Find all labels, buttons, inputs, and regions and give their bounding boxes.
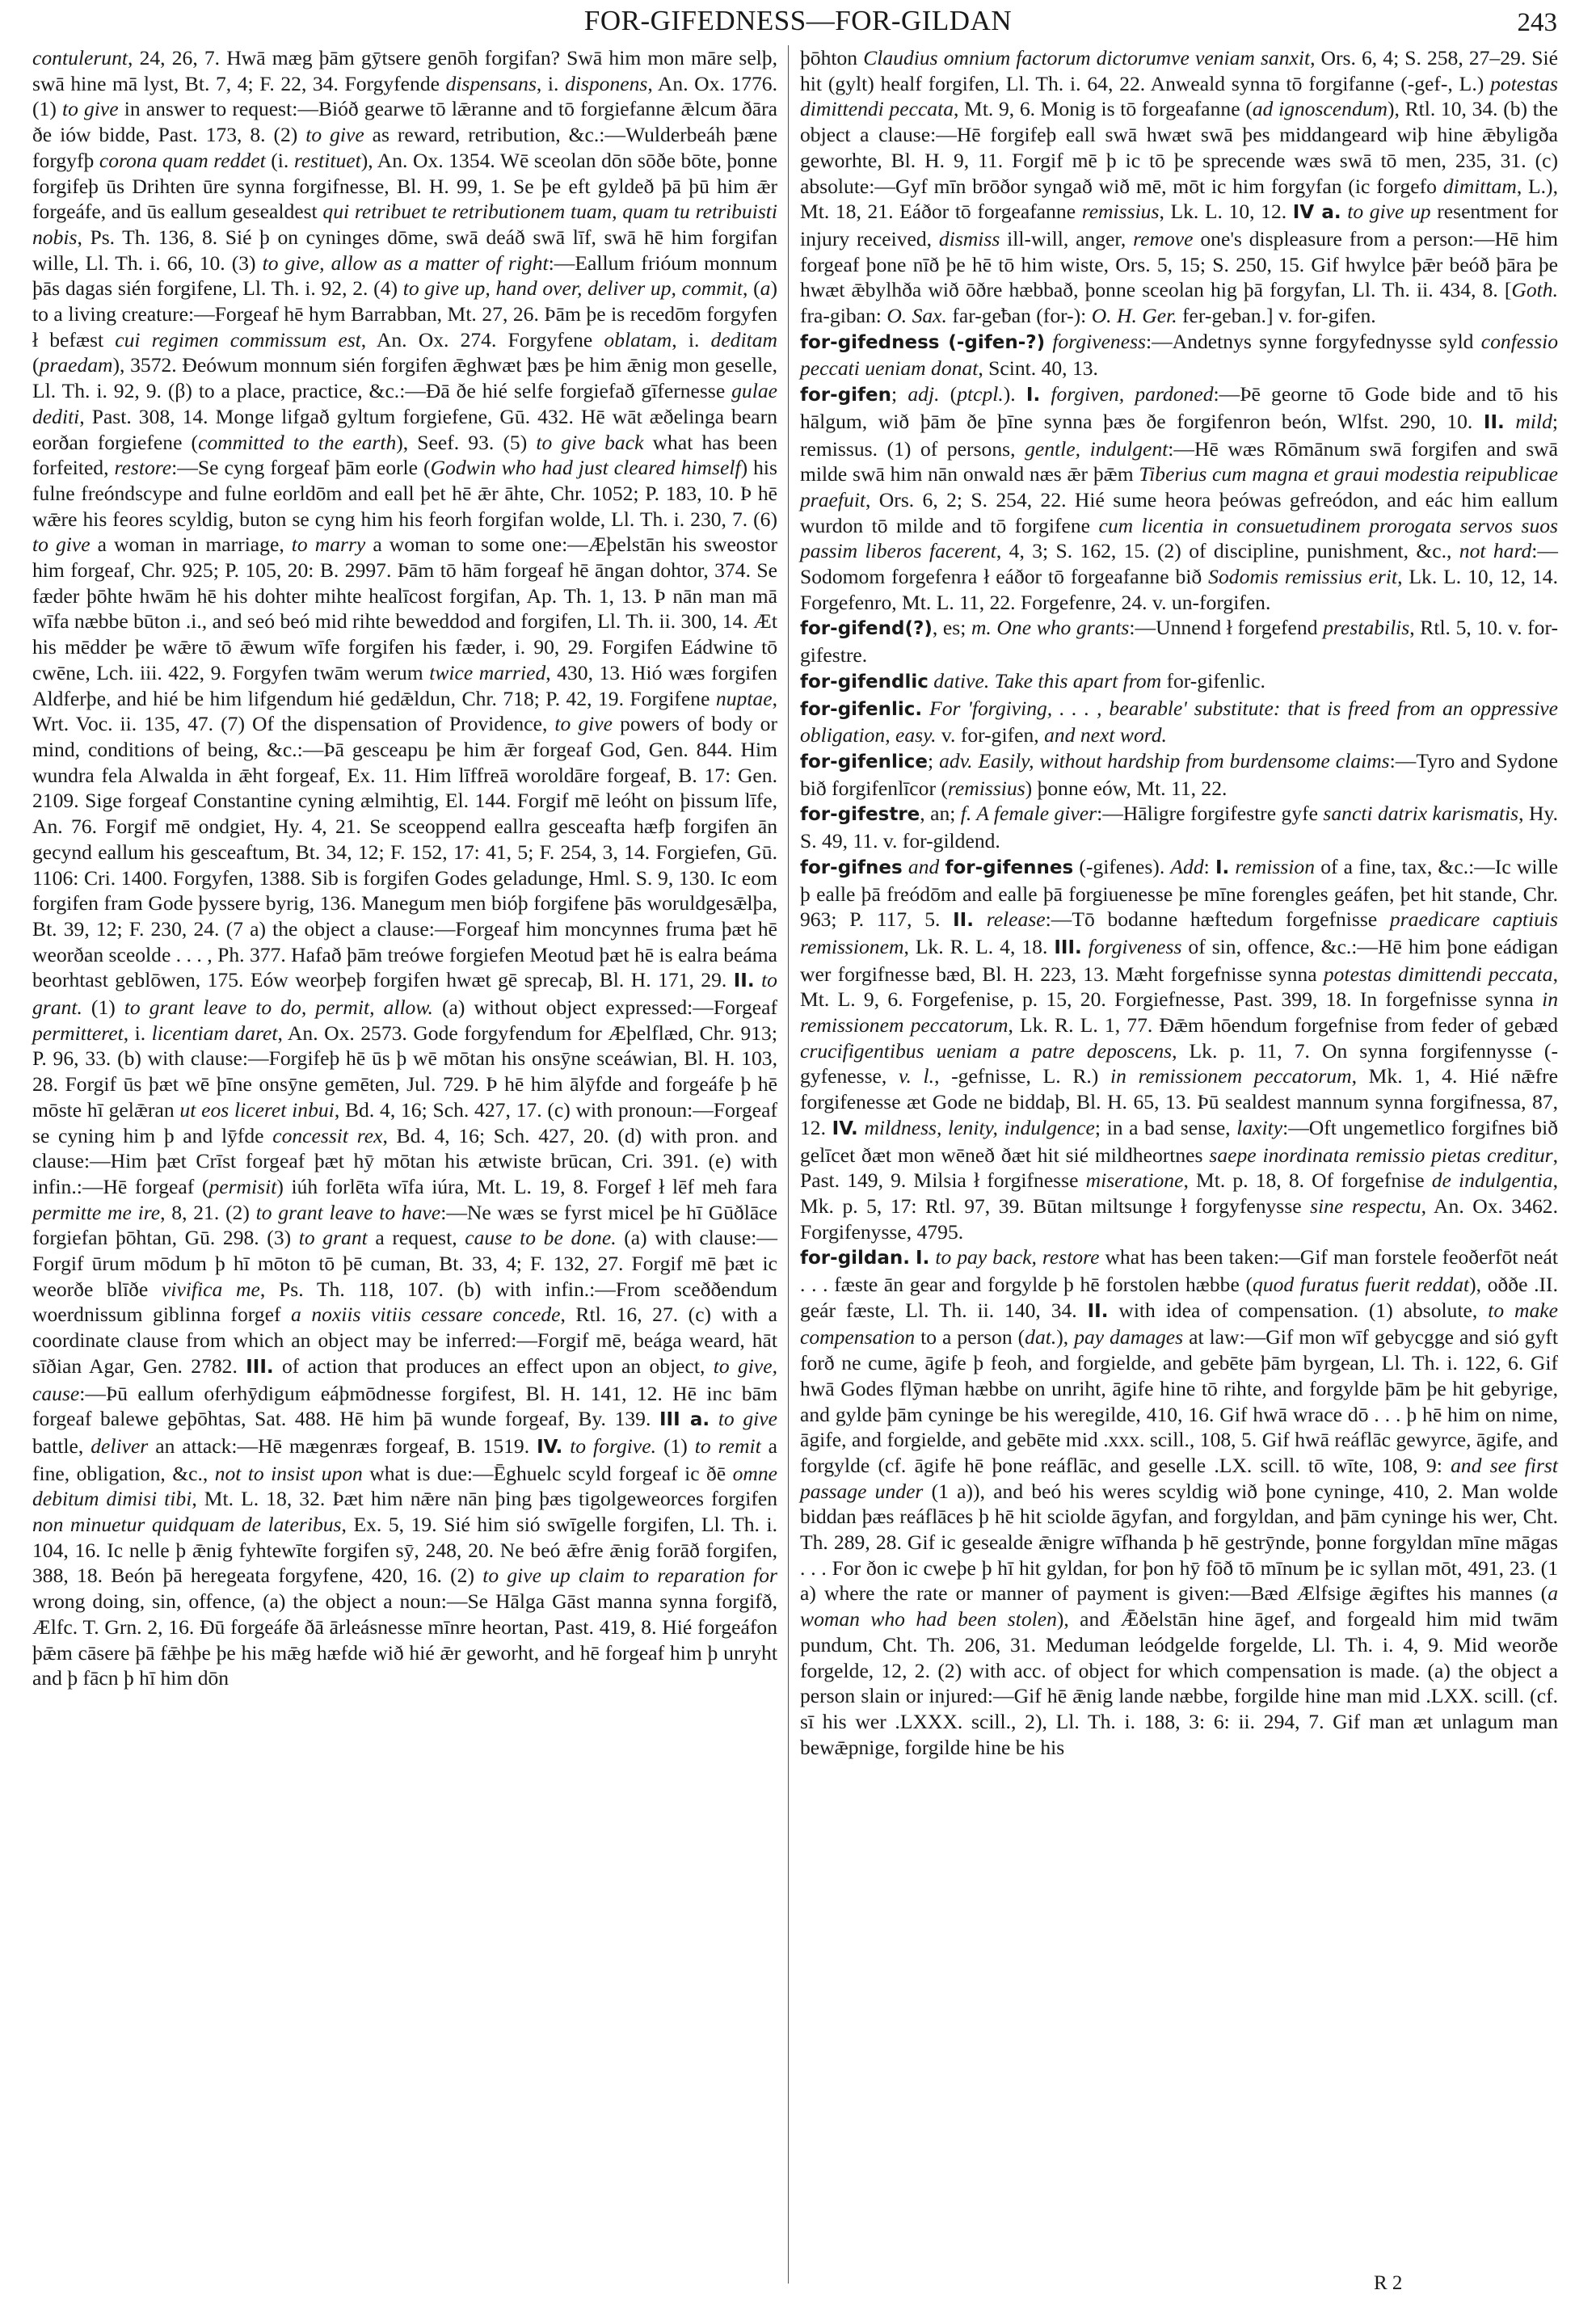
entry-continuation [32,45,777,1691]
italic-text: to make compensation [800,1298,1558,1349]
italic-text: a noxiis vitiis cessare concede [291,1303,561,1327]
entry-text: , Mt. p. 18, 8. Of forgefnise [1183,1168,1432,1193]
italic-text: remission [1235,854,1316,878]
entry-text: ), and Ǣðelstān hine āgef, and forgeald him mid twām pundum, Cht. Th. 206, 31. Meduman leódgelde forgelde, Ll. Th. i. 4, 9. Mid weorðe forgelde, 12, 2. (2) with acc. of object for which compensation is made. (a) the object a person slain or injured:—Gif hē ǣnig lande næbbe, forgilde hine man mid .LXX. scill. (cf. sī his wer .LXXX. scill., 2), Ll. Th. i. 188, 3: 6: ii. 294, 7. Gif man æt unlagum man bewǣpnige, forgilde hine be his [800,1607,1558,1759]
entry-text: :—Sodomom forgefenra ł eáðor tō forgeafanne bið [800,539,1558,589]
entry-text: , i. [536,71,565,95]
headword: for-gildan. [800,1248,911,1269]
column-divider [788,45,789,2284]
italic-text: deliver [91,1433,149,1458]
italic-text: to give back [536,430,644,454]
italic-text: laxity [1236,1115,1283,1139]
italic-text: not to insist upon [214,1461,363,1485]
entry-text: resentment for injury received, [800,200,1558,250]
headword: for-gifenlic. [800,698,923,720]
italic-text: ptcpl. [957,382,1004,406]
entry-text: ), Seef. 93. (5) [396,430,537,454]
italic-text: to grant [298,1226,368,1250]
entry-text: :—Hāligre forgifestre gyfe [1097,802,1324,826]
headword: II. [733,970,755,992]
entry-text: , Ex. 5, 19. Sié him sió swīgelle forgifen, Ll. Th. i. 104, 16. Ic nelle þ ǣnig fyhtewīte forgifen sȳ, 248, 20. Ne beó ǣfre ǣnig forāð forgifen, 388, 18. Beón þā heregeata forgyfene, 420, 16. (2) [32,1513,777,1588]
headword: for-gifen [800,385,892,406]
dictionary-entry [800,668,1558,696]
italic-text: and next word. [1044,723,1167,747]
entry-text [1040,382,1051,406]
entry-text: , Mt. L. 18, 32. Þæt him nǣre nān þing þæs tigolgeweorces forgifen [192,1487,778,1511]
entry-text: (a) without object expressed:—Forgeaf [432,996,777,1020]
entry-text: ; [928,748,940,772]
entry-text: , Past. 308, 14. Monge lifgað gyltum forgiefene, Gū. 432. Hē wāt æðelinga bearn eorðan forgiefene ( [32,404,777,454]
italic-text: ut eos liceret inbui [179,1097,335,1122]
italic-text: twice married [429,660,546,684]
italic-text: and [907,854,940,878]
entry-text: , 24, 26, 7. Hwā mæg þām gȳtsere genōh forgifan? Swā him mon māre selþ, swā hine mā lyst, Bt. 7, 4; F. 22, 34. Forgyfende [32,46,777,95]
headword: for-gifnes [800,857,903,878]
entry-text: ), An. Ox. 1354. Wē sceolan dōn sōðe bōte, þonne forgifeþ ūs Drihten ūre synna forgifnesse, Bl. H. 99, 1. Se þe eft gyldeð þā þū him ǣr forgeáfe, and ūs eallum gesealdest [32,148,777,224]
italic-text: cui regimen commissum est [115,327,361,351]
entry-text: of action that produces an effect upon an object, [273,1353,714,1378]
entry-text: ( [939,382,958,406]
italic-text: O. H. Ger. [1091,304,1177,328]
entry-text: :—Andetnys synne forgyfednysse syld [1146,329,1481,353]
entry-text: with idea of compensation. (1) absolute, [1108,1298,1489,1322]
entry-text: , Lk. p. 11, 7. On synna forgifennysse (-gyfenesse, [800,1038,1558,1088]
entry-text: , 430, 13. Hió wæs forgifen Aldferþe, and hié be him lifgendum hié gedǣldun, Chr. 718; P. 42, 19. Forgifene [32,660,777,710]
headword: for-gifendlic [800,671,929,692]
entry-text: , Ps. Th. 118, 107. (b) with infin.:—From sceððendum woerdnissum giblinna forgef [32,1277,777,1327]
entry-text: , Bd. 4, 16; Sch. 427, 20. (d) with pron. and clause:—Him þæt Crīst forgeaf þæt hȳ mōtan his ætwiste brūcan, Cri. 391. (e) with infin.:—Hē forgeaf ( [32,1123,777,1198]
entry-text: ), Rtl. 10, 34. (b) the object a clause:—Hē forgifeþ eall swā hwæt swā þes middangeard wiþ hine ǣbyligða geworhte, Bl. H. 9, 11. Forgif mē þ ic tō þe sprecende wæs swā tō men, 235, 31. (c) absolute:—Gyf mīn brōðor syngað wið mē, mōt ic him forgyfan (ic forgefo [800,97,1558,198]
italic-text: cum licentia in consuetudinem prorogata servos suos passim liberos facerent [800,513,1559,563]
entry-text: ) his fulne freóndscype and fulne eorldōm and eall þet hē ǣr āhte, Chr. 1052; P. 183, 10. Þ hē wǣre his feores scyldig, buton se cyng him his feorh forgifan wolde, Ll. Th. i. 230, 7. (6) [32,456,778,531]
entry-text: what is due:—Ēghuelc scyld forgeaf ic ðē [362,1461,733,1485]
italic-text: permisit [208,1174,277,1198]
entry-text: to a person ( [915,1325,1025,1349]
italic-text: nuptae [715,686,773,710]
entry-text: of sin, offence, &c.:—Hē him þone eádigan wer forgifnesse bæd, Bl. H. 223, 13. Mæht forgefnisse synna [800,934,1558,986]
italic-text: praedam [39,353,113,377]
italic-text: and see first passage under [800,1453,1558,1503]
italic-text: dispensans [445,71,537,95]
italic-text: to give, cause [32,1353,777,1405]
entry-text: a request, [367,1226,465,1250]
entry-text: , L.), Mt. 18, 21. Eáðor tō forgeafanne [800,174,1558,224]
dictionary-entry [800,381,1558,615]
italic-text: to grant leave to do, permit, allow. [124,996,433,1020]
headword: IV. [832,1118,858,1139]
dictionary-entry [800,329,1558,381]
entry-text: : [1203,854,1215,878]
entry-text: , ( [743,276,760,301]
italic-text: sine respectu [1310,1193,1421,1218]
italic-text: to pay back, restore [935,1245,1100,1269]
headword: for-gifend(?) [800,618,933,640]
headword: for-gifedness (-gifen-?) [800,331,1046,353]
entry-text: , An. Ox. 2573. Gode forgyfendum for Æþelflæd, Chr. 913; P. 96, 33. (b) with clause:—Forgifeþ hē ūs þ wē mōtan his onsȳne sceáwian, Bl. H. 103, 28. Forgif ūs þæt wē þīne onsȳne gemēten, Jul. 729. Þ hē him ālȳfde and forgeáfe þ hē mōste hī gelǣran [32,1021,777,1122]
entry-text: what has been forfeited, [32,430,777,480]
dictionary-entry [800,615,1558,667]
entry-text: , Scint. 40, 13. [978,356,1098,381]
italic-text: in remissionem peccatorum [1110,1064,1352,1088]
italic-text: to give [61,97,119,121]
entry-text: a woman to some one:—Æþelstān his sweostor him forgeaf, Chr. 925; P. 105, 20: B. 2997. Þām tō hām forgeaf hē āngan dohtor, 374. Se fæder þōhte hwām hē his dohter mihte healīcost forgifan, Ap. Th. 1, 13. Þ nān man mā wīfa næbbe būton .i., and seó beó mid rihte beweddod and forgifen, Ll. Th. ii. 300, 14. Æt his mēdder þe wǣre tō ǣwum wīfe forgifen his fæder, i. 90, 29. Forgifen Eádwine tō cwēne, Lch. iii. 422, 9. Forgyfen twām werum [32,532,777,684]
entry-text: a fine, obligation, &c., [32,1433,777,1485]
entry-text: , Lk. L. 10, 12, 14. Forgefenro, Mt. L. 11, 22. Forgefenre, 24. v. un-forgifen. [800,565,1558,614]
entry-text: an attack:—Hē mægenræs forgeaf, B. 1519. [148,1433,537,1458]
entry-text: , 4, 3; S. 162, 15. (2) of discipline, punishment, &c., [996,539,1459,563]
italic-text: contulerunt [32,46,128,69]
entry-text: ) to a living creature:—Forgeaf hē hym Barrabban, Mt. 27, 26. Þām þe is recedōm forgyfen ł befæst [32,276,777,351]
entry-text: :—Tō bodanne hæftedum forgefnisse [1045,907,1390,932]
headword: III. [246,1356,274,1378]
entry-text: , Ors. 6, 2; S. 254, 22. Hié sume heora þeówas gefreódon, and eác him eallum wurdon tō milde and tō forgifene [800,487,1558,537]
entry-text: , Mt. 9, 6. Monig is tō forgeafanne ( [954,97,1253,121]
entry-text: ) iúh forlēta wīfa iúra, Mt. L. 19, 8. Forgef ł lēf meh fara [276,1174,778,1198]
italic-text: permitteret [32,1021,124,1045]
running-head: FOR-GIFEDNESS—FOR-GILDAN [583,5,1013,36]
entry-text [1045,330,1052,353]
entry-text: , -gefnisse, L. R.) [934,1064,1111,1088]
headword: IV a. [1292,202,1341,224]
italic-text: to give [305,123,364,147]
italic-text: confessio peccati ueniam donat [800,329,1558,381]
entry-text: :—Se cyng forgeaf þām eorle ( [171,456,431,480]
italic-text: licentiam daret [151,1021,278,1045]
dictionary-entry [800,748,1558,801]
headword: II. [953,910,974,932]
entry-text: far-geƀan (for-): [946,304,1092,328]
entry-text: ill-will, anger, [1000,226,1134,250]
italic-text: to give, allow as a matter of right [262,250,549,275]
italic-text: Claudius omnium factorum dictorumve veniam sanxit [863,46,1311,69]
headword: for-gifenlice [800,751,929,772]
entry-text: , Mt. L. 9, 6. Forgefenise, p. 15, 20. Forgiefnesse, Past. 399, 18. In forgefnisse synna [800,962,1558,1012]
entry-text: ), 3572. Ðeówum monnum sién forgifen ǣghwæt þæs þe him ǣnig mon geselle, Ll. Th. i. 92, 9. (β) to a place, practice, &c.:—Ðā ðe hié selfe forgiefað gīfernesse [32,353,777,403]
italic-text: forgiven, pardoned [1051,382,1214,406]
italic-text: sancti datrix karismatis [1323,802,1519,826]
italic-text: restituet [293,148,361,172]
italic-text: potestas dimittendi peccata [800,71,1558,121]
italic-text: For 'forgiving, . . . , bearable' substitute: that is freed from an oppressive obligation, easy. [800,696,1558,747]
entry-text: of a fine, tax, &c.:—Ic wille þ ealle þā freódōm and ealle þā forgiuenesse þe mīne forengles geáfen, þet hit stande, Chr. 963; P. 117, 5. [800,854,1559,932]
italic-text: Godwin who had just cleared himself [430,456,741,480]
italic-text: committed to the earth [198,430,397,454]
entry-text: , es; [932,616,971,640]
italic-text: to grant leave to have [255,1200,441,1224]
italic-text: to grant. [32,968,777,1020]
dictionary-entry [800,801,1558,853]
entry-text: þōhton [800,46,864,69]
entry-text: wrong doing, sin, offence, (a) the object a noun:—Se Hālga Gāst manna synna forgifð, Ælfc. T. Grn. 2, 16. Ðū forgeáfe ðā ārleásnesse mīnre heortan, Past. 419, 8. Hié forgeáfon þǣm cāsere þā fǣhþe þe his mǣg hæfde wið hié ǣr geworht, and hē forgeaf him þ unryht and þ fācn þ hī him dōn [32,1589,777,1690]
entry-text: one's displeasure from a person:—Hē him forgeaf þone nīð þe hē tō him wiste, Ors. 5, 15; S. 250, 15. Gif hwylce þǣr beóð þāra þe hwæt ǣbylhða wið ōðre hæbbað, þonne sceolan hig þā forgyfan, Ll. Th. ii. 434, 8. [ [800,226,1558,302]
italic-text: dimittam [1442,174,1517,198]
entry-text: :—Eallum frióum monnum þās dagas sién forgifene, Ll. Th. i. 92, 2. (4) [32,250,777,301]
italic-text: forgiveness [1052,329,1147,353]
italic-text: to give [718,1407,777,1431]
entry-text: , Bd. 4, 16; Sch. 427, 17. (c) with pronoun:—Forgeaf se cyning him þ and lȳfde [32,1097,777,1147]
entry-text: a woman in marriage, [90,532,292,557]
entry-text: :—Unnend ł forgefend [1129,616,1324,640]
headword: for-gifestre [800,804,920,826]
entry-text: :—Hē wæs Rōmānum swā forgifen and swā milde swā him nān onwald næs ǣr þǣm [800,436,1559,486]
entry-text: v. for-gifen, [936,723,1045,747]
signature-mark: R 2 [1374,2272,1403,2294]
entry-text [562,1434,570,1458]
entry-text [910,1245,916,1269]
entry-text: :—Þē georne tō Gode bide and tō his hālgum, wið þām ðe þīne synna þæs ðe forgifenron beón, Wlfst. 290, 10. [800,382,1559,433]
headword: III. [1054,937,1082,958]
entry-text: , Ors. 6, 4; S. 258, 27–29. Sié hit (gylt) healf forgifen, Ll. Th. i. 64, 22. Anweald synna tō forgifanne (-gef-, L.) [800,46,1558,95]
entry-text: , Rtl. 16, 27. (c) with a coordinate clause from which an object may be inferred:—Forgif mē, beága weard, hāt sīðian Agar, Gen. 2782. [32,1303,777,1378]
entry-text: , Hy. S. 49, 11. v. for-gildend. [800,802,1558,853]
italic-text: to marry [291,532,366,557]
entry-text: (1 a)), and beó his weres scyldig wið þone cyninge, 410, 2. Man wolde biddan þæs reáflāces þ hē hit sciolde āgyfan, and forgyldan, and þām cyninge his wer, Cht. Th. 289, 28. Gif ic gesealde ǣnigre wīfhanda þ hē gestrȳnde, þonne forgyldan mīne māgas . . . For ðon ic cweþe þ hī hit gyldan, for þon hȳ fōð tō mīnum þe ic syllan mōt, 491, 23. (1 a) where the rate or manner of payment is given:—Bæd Ælfsige ǣgiftes his mannes ( [800,1479,1558,1606]
italic-text: forgiveness [1088,934,1182,958]
headword: II. [1483,411,1505,433]
entry-text [922,697,929,720]
italic-text: to give up claim to reparation for [482,1564,777,1588]
italic-text: mildness, lenity, indulgence [864,1115,1095,1139]
italic-text: omne debitum dimisi tibi [32,1461,778,1511]
italic-text: qui retribuet te retributionem tuam, quam tu retribuisti nobis [32,200,778,249]
entry-text [710,1407,718,1430]
entry-text: ; remissus. (1) of persons, [800,409,1559,461]
italic-text: de indulgentia [1431,1168,1553,1193]
entry-text: battle, [32,1433,91,1458]
entry-text: , Lk. L. 10, 12. [1159,200,1293,224]
entry-text: (a) with clause:—Forgif ūrum mōdum þ hī mōton tō þē cuman, Bt. 33, 4; F. 132, 27. Forgif mē þæt ic weorðe blīðe [32,1226,777,1301]
entry-text: ; in a bad sense, [1094,1115,1237,1139]
left-column [32,45,777,1691]
entry-text: ) þonne eów, Mt. 11, 22. [1025,776,1228,800]
entry-text: , Rtl. 5, 10. v. for-gifestre. [800,616,1558,667]
italic-text: non minuetur quidquam de lateribus [32,1513,342,1537]
entry-text: ), [1056,1325,1075,1349]
page-number: 243 [1517,8,1557,37]
italic-text: restore [114,456,172,480]
entry-text: , i. [672,327,711,351]
entry-text: , Wrt. Voc. ii. 135, 47. (7) Of the dispensation of Providence, [32,686,777,736]
entry-text: , Mk. 1, 4. Hié nǣfre forgifenesse æt Gode ne biddaþ, Bl. H. 65, 13. Þū sealdest mannum synna forgifnessa, 87, 12. [800,1064,1558,1139]
italic-text: f. A female giver [960,802,1097,826]
italic-text: cause to be done. [465,1226,617,1250]
italic-text: to give up, hand over, deliver up, commit [402,276,743,301]
entry-text: fer-geban.] v. for-gifen. [1177,304,1376,328]
dictionary-entry [800,1244,1558,1760]
italic-text: permitte me ire [32,1200,161,1224]
entry-text: , An. Ox. 274. Forgyfene [360,327,604,351]
entry-text: , Lk. R. L. 1, 77. Ðǣm hōendum forgefnise from feder of gebæd [1008,1013,1558,1038]
italic-text: Tiberius cum magna et graui modestia reipublicae praefuit [800,462,1559,511]
italic-text: ad ignoscendum [1252,97,1388,121]
entry-text: , an; [920,802,961,826]
entry-text: :—Oft ungemetlico forgifnes bið gelīcet ðæt mon wēneð ðæt hit sié mildheortnes [800,1115,1558,1167]
italic-text: gentle, indulgent [1025,436,1169,461]
entry-text: what has been taken:—Gif man forstele feoðerfōt neát . . . fæste ān gear and forgylde þ hē forstolen hæbbe ( [800,1245,1558,1297]
italic-text: mild [1515,409,1552,433]
italic-text: gulae dediti [32,379,777,428]
italic-text: to give [32,532,91,557]
entry-text: , Ps. Th. 136, 8. Sié þ on cyninges dōme, swā deáð swā līf, swā hē him forgifan wille, Ll. Th. i. 66, 10. (3) [32,225,777,275]
italic-text: to remit [694,1433,761,1458]
italic-text: deditam [710,327,777,351]
entry-text: in answer to request:—Bióð gearwe tō lǣranne and tō forgiefanne ǣlcum ðāra ðe iów bidde, Past. 173, 8. (2) [32,97,778,147]
italic-text: dative. Take this apart from [933,668,1162,692]
entry-text: , i. [123,1021,152,1045]
italic-text: not hard [1459,539,1532,563]
entry-text: powers of body or mind, conditions of being, &c.:—Þā gesceapu þe him ǣr forgeaf God, Gen. 844. Him wundra fela Alwalda in ǣht forgeaf, Ex. 11. Him līffreā woroldāre forgeaf, B. 17: Gen. 2109. Sige forgeaf Constantine cyning ælmihtig, El. 144. Forgif mē leóht on þissum līfe, An. 76. Forgif mē ondgiet, Hy. 4, 21. Se sceoppend eallra gesceafta hæfþ forgifen ān gecynd eallum his gesceaftum, Bt. 34, 12; F. 152, 17: 41, 5; F. 254, 3, 14. Forgiefen, Gū. 1106: Cri. 1400. Forgyfen, 1388. Sib is forgifen Godes geladunge, Hml. S. 9, 130. Ic eom forgifen fram Gode þyssere byrig, 136. Manegum men bióþ forgifene þās woruldgesǣlþa, Bt. 39, 12; F. 230, 24. (7 a) the object a clause:—Forgeaf him moncynnes fruma þæt hē weorðan sceolde . . . , Ph. 377. Hafað þām treówe forgiefen Meotud þæt hē is ealra beáma beorhtast geblōwen, 175. Eów weorþeþ forgifen hwæt gē sprecaþ, Bl. H. 171, 29. [32,712,777,992]
italic-text: miseratione [1085,1168,1184,1193]
entry-text: , 8, 21. (2) [160,1200,256,1224]
entry-text [1505,410,1516,433]
entry-text [903,855,908,878]
italic-text: oblatam [604,327,672,351]
entry-text: (-gifenes). [1073,854,1171,878]
italic-text: vivifica me [161,1277,260,1301]
headword: I. [1025,385,1041,406]
entry-text: (1) [82,996,124,1020]
italic-text: in remissionem peccatorum [800,987,1558,1038]
italic-text: m. One who grants [971,616,1130,640]
italic-text: to forgive. [570,1433,656,1458]
entry-text: as reward, retribution, &c.:—Wulderbeáh þæne forgyfþ [32,123,777,172]
dictionary-entry [800,45,1558,329]
entry-text: , An. Ox. 3462. Forgifenysse, 4795. [800,1193,1558,1244]
italic-text: remove [1133,226,1194,250]
italic-text: to give up [1347,200,1431,224]
entry-text [1082,935,1089,958]
entry-text: , Past. 149, 9. Milsia ł forgifnesse [800,1143,1558,1193]
italic-text: prestabilis [1323,616,1410,640]
italic-text: adv. Easily, without hardship from burdensome claims [939,748,1390,772]
headword: I. [916,1248,930,1269]
headword: IV. [537,1436,563,1458]
entry-text: , Mk. p. 5, 17: Rtl. 97, 39. Būtan miltsunge ł forgyfenysse [800,1168,1558,1218]
italic-text: a woman who had been stolen [800,1581,1558,1631]
italic-text: pay damages [1074,1325,1184,1349]
headword: for-gifennes [945,857,1074,878]
entry-text: at law:—Gif mon wīf gebycgge and sió gyft forð ne cume, āgife þ feoh, and forgielde, and gebēte þām byrgean, Ll. Th. i. 122, 6. Gif hwā Godes flȳman hæbbe on unriht, āgife hine tō rihte, and forgylde þām þe hit gebyrige, and gylde þām cyninge be his weregilde, 410, 16. Gif hwā wrace dō . . . þ hē him on nime, āgife, and forgielde, and gebēte mid .xxx. scill., 108, 5. Gif hwā reáflāc gewyrce, āgife, and forgylde (cf. āgife hē þone reáflāc, and geselle .LX. scill. tō wīte, 108, 9: [800,1325,1559,1477]
italic-text: Add [1170,854,1204,878]
headword: II. [1087,1300,1109,1322]
italic-text: remissius [1081,200,1160,224]
entry-text: ; [891,382,908,406]
italic-text: concessit rex [272,1123,383,1147]
italic-text: to give [554,712,613,736]
italic-text: corona quam reddet [99,148,266,172]
italic-text: adj. [907,382,940,406]
italic-text: v. l. [899,1064,935,1088]
italic-text: O. Sax. [886,304,947,328]
italic-text: Goth. [1511,278,1558,302]
italic-text: a [760,276,771,301]
italic-text: saepe inordinata remissio pietas creditur [1209,1143,1553,1167]
entry-text [755,968,761,991]
entry-text: , Lk. R. L. 4, 18. [903,934,1055,958]
italic-text: remissius [947,776,1025,800]
italic-text: quod furatus fuerit reddat [1253,1273,1470,1297]
entry-text: :—Ne wæs se fyrst micel þe hī Gūðlāce forgiefan þōhtan, Gū. 298. (3) [32,1200,777,1250]
italic-text: potestas dimittendi peccata [1323,962,1553,986]
entry-text: , An. Ox. 1776. (1) [32,71,778,121]
entry-text: (i. [265,148,294,172]
entry-text: fra-giban: [800,304,887,328]
right-column [800,45,1558,1760]
dictionary-entry [800,854,1558,1245]
italic-text: crucifigentibus ueniam a patre deposcens [800,1038,1173,1063]
entry-text: :—Tyro and Sydone bið forgifenlīcor ( [800,748,1558,800]
entry-text: for-gifenlic. [1161,668,1265,692]
entry-text: ), oððe .II. geár fæste, Ll. Th. ii. 140, 34. [800,1273,1558,1322]
italic-text: release [986,907,1046,932]
italic-text: dismiss [938,226,1000,250]
italic-text: dat. [1025,1325,1057,1349]
italic-text: praedicare captiuis remissionem [800,907,1558,958]
italic-text: disponens [564,71,648,95]
dictionary-entry [800,696,1558,748]
entry-text: ). [1003,382,1026,406]
entry-text: :—Þū eallum oferhȳdigum eáþmōdnesse forgifest, Bl. H. 141, 12. Hē inc bām forgeaf balewe geþōhtas, Sat. 488. Hē him þā wunde forgeaf, By. 139. [32,1381,777,1431]
headword: III a. [659,1409,710,1431]
entry-text: (1) [656,1433,695,1458]
headword: I. [1215,857,1230,878]
entry-text: ( [32,353,40,377]
italic-text: Sodomis remissius erit [1208,565,1398,589]
entry-text [974,907,987,931]
